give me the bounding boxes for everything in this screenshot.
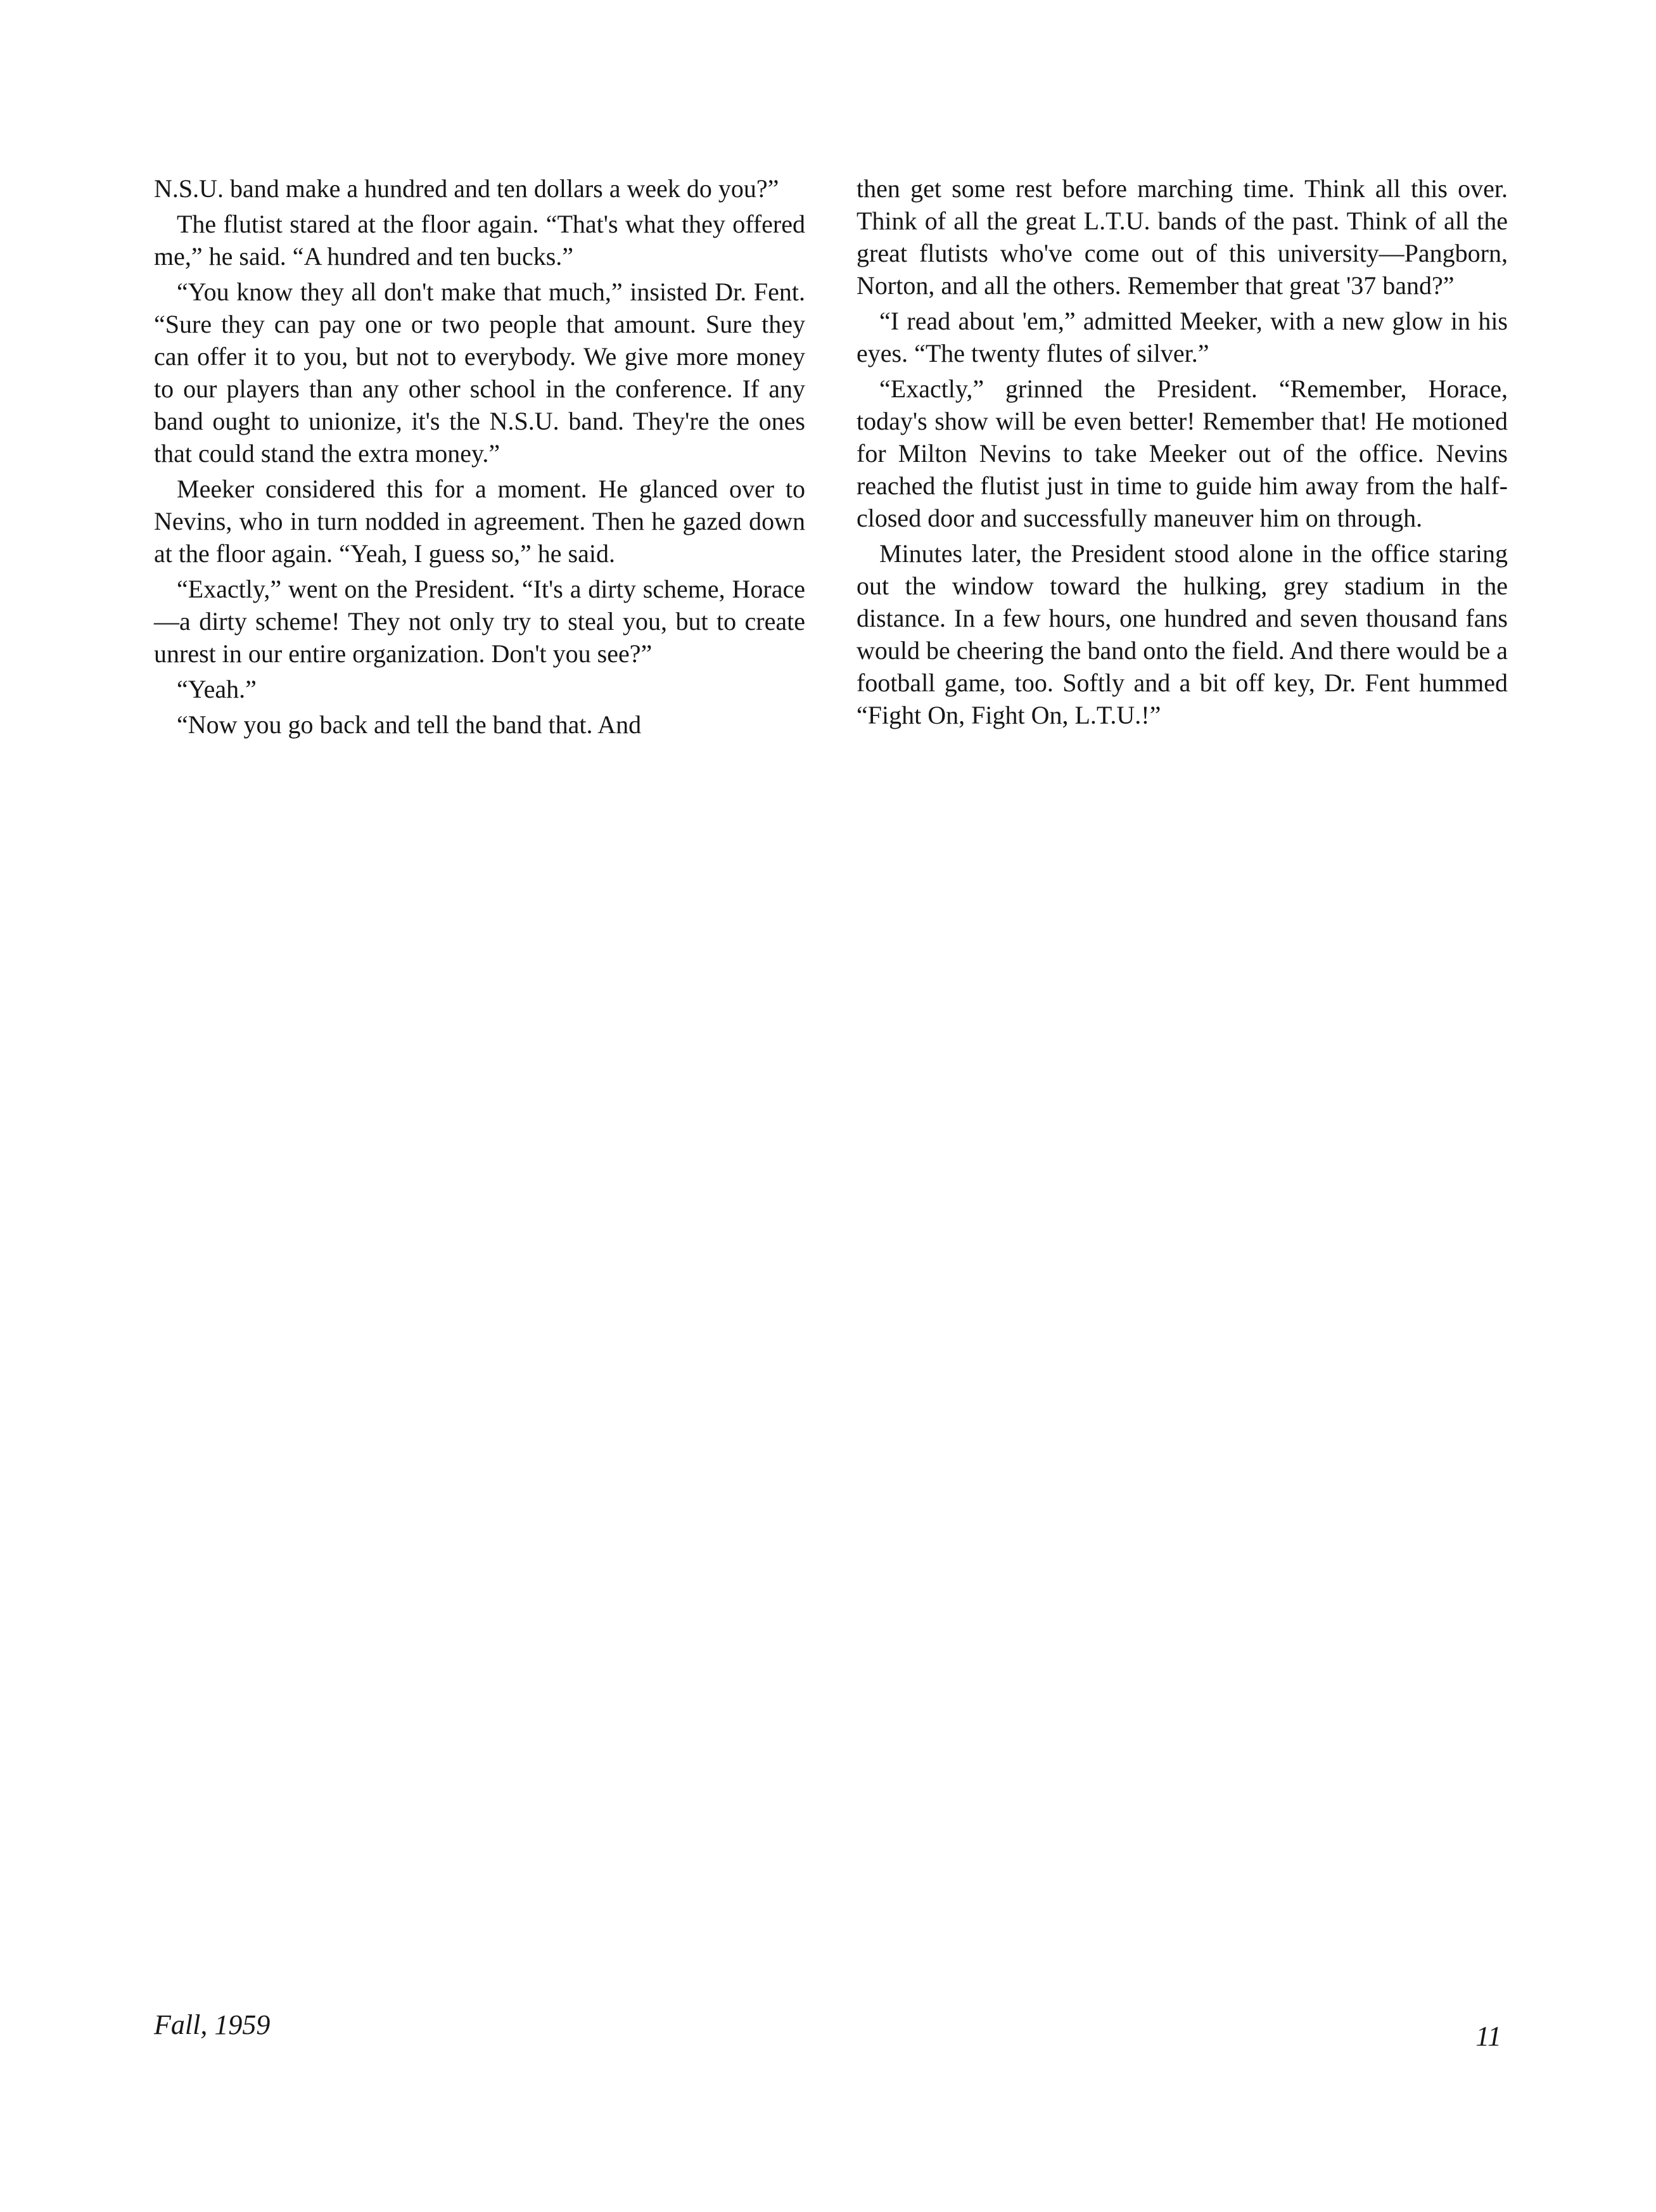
paragraph: “Now you go back and tell the band that. And <box>177 710 642 739</box>
paragraph: “I read about 'em,” admitted Meeker, with a new glow in his eyes. “The twenty flutes of silver.” <box>857 307 1508 368</box>
paragraph: N.S.U. band make a hundred and ten dollars a week do you?” <box>154 174 779 203</box>
paragraph: The flutist stared at the floor again. “That's what they offered me,” he said. “A hundred and ten bucks.” <box>154 210 805 271</box>
page-number: 11 <box>1475 2021 1501 2052</box>
paragraph: Meeker considered this for a moment. He glanced over to Nevins, who in turn nodded in agreement. Then he gazed down at the floor again. “Yeah, I guess so,” he said. <box>154 475 805 568</box>
issue-date: Fall, 1959 <box>154 2009 271 2040</box>
paragraph: “You know they all don't make that much,” insisted Dr. Fent. “Sure they can pay one or two people that amount. Sure they can offer it to you, but not to everybody. We give more money to our players than any other school in the conference. If any band ought to unionize, it's the N.S.U. band. They're the ones that could stand the extra money.” <box>154 278 805 468</box>
paragraph: “Exactly,” went on the President. “It's a dirty scheme, Horace—a dirty scheme! They not only try to steal you, but to create unrest in our entire organization. Don't you see?” <box>154 575 805 668</box>
paragraph: “Exactly,” grinned the President. “Remember, Horace, today's show will be even better! Remember that! He motioned for Milton Nevins to take Meeker out of the office. Nevins reached the flutist just in time to guide him away from the half-closed door and successfully maneuver him on through. <box>857 374 1508 532</box>
paragraph: then get some rest before marching time. Think all this over. Think of all the great L.T.U. bands of the past. Think of all the great flutists who've come out of this university—Pangborn, Norton, and all the others. Remember that great '37 band?” <box>857 174 1508 300</box>
paragraph: Minutes later, the President stood alone in the office staring out the window toward the hulking, grey stadium in the distance. In a few hours, one hundred and seven thousand fans would be cheering the band onto the field. And there would be a football game, too. Softly and a bit off key, Dr. Fent hummed “Fight On, Fight On, L.T.U.!” <box>857 539 1508 729</box>
paragraph: “Yeah.” <box>177 675 257 703</box>
right-column <box>857 172 1508 734</box>
left-column <box>154 172 805 744</box>
